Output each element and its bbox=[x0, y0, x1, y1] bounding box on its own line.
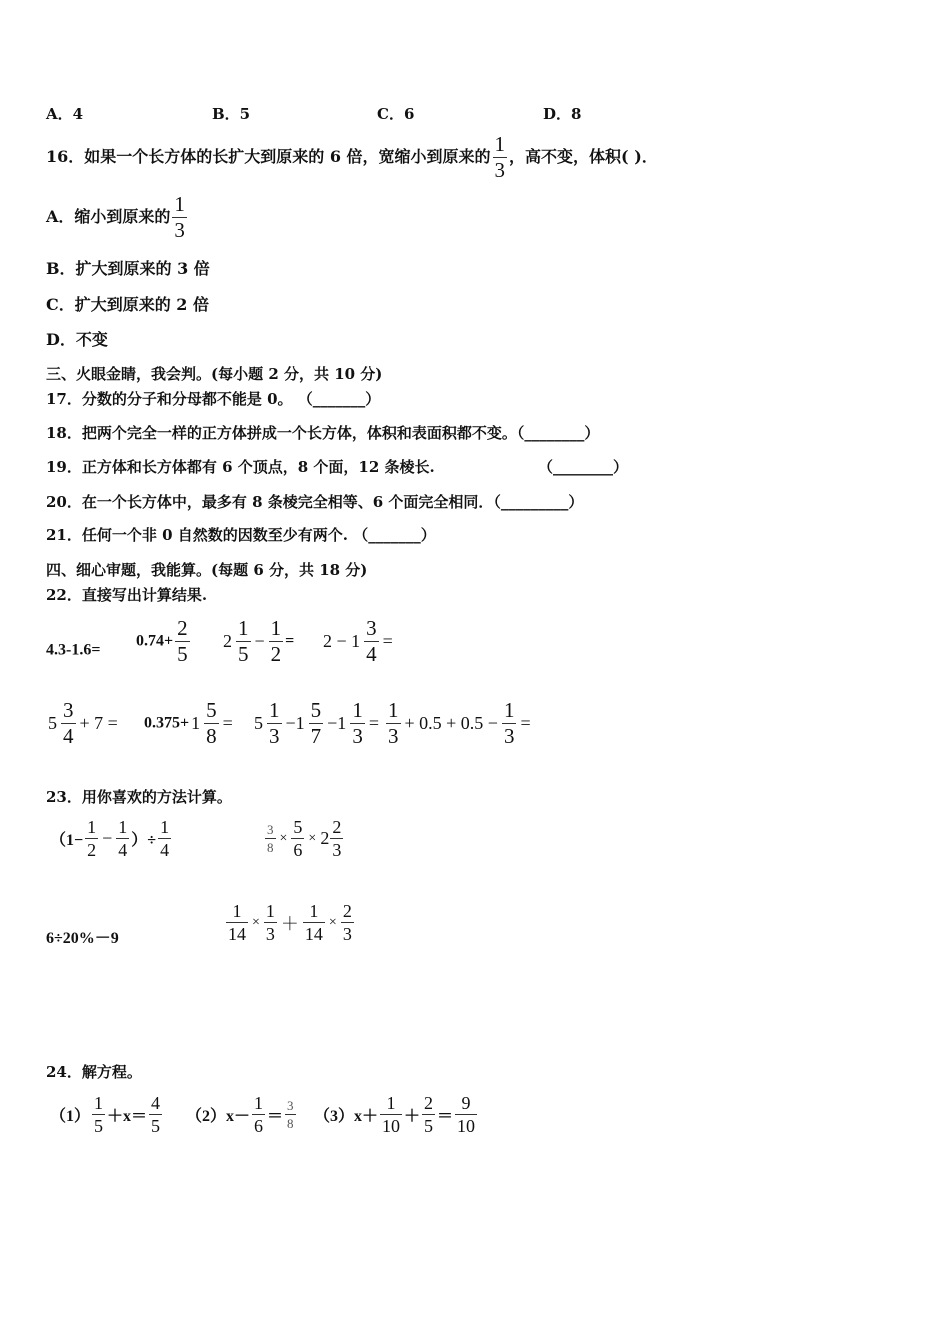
q15-option-d: D．8 bbox=[543, 105, 582, 123]
question-23-title: 23．用你喜欢的方法计算。 bbox=[46, 788, 232, 806]
question-19: 19．正方体和长方体都有 6 个顶点，8 个面，12 条棱长. bbox=[46, 458, 435, 476]
q16-option-c: C．扩大到原来的 2 倍 bbox=[46, 295, 210, 314]
question-19-blank: （________） bbox=[538, 458, 629, 476]
q24-equation-3: （3）x＋ $\frac{1}{10}$ ＋ $\frac{2}{5}$ ＝ $\frac{9}{10}$ bbox=[314, 1093, 476, 1136]
q15-option-a: A．4 bbox=[46, 105, 84, 123]
section-3-heading: 三、火眼金睛，我会判。(每小题 2 分，共 10 分) bbox=[46, 365, 383, 383]
question-20: 20．在一个长方体中，最多有 8 条棱完全相等、6 个面完全相同．（_________） bbox=[46, 493, 584, 511]
question-17: 17．分数的分子和分母都不能是 0。 （_______） bbox=[46, 390, 381, 408]
q23-expr-1: （1− $\frac{1}{2}$ − $\frac{1}{4}$ ）÷ $\frac{1}{4}$ bbox=[50, 817, 170, 860]
q16-option-a: A．缩小到原来的 $\frac{1}{3}$ bbox=[46, 192, 185, 242]
question-22-title: 22．直接写出计算结果. bbox=[46, 586, 208, 604]
q23-expr-3: 6÷20%－9 bbox=[46, 930, 119, 947]
q15-option-b: B．5 bbox=[212, 105, 251, 123]
q22-expr-7: 5 $\frac{1}{3}$ −1 $\frac{5}{7}$ −1 $\frac{1}{3}$ = bbox=[254, 698, 379, 748]
q16-option-d: D．不变 bbox=[46, 330, 108, 349]
q16-text-start: 16．如果一个长方体的长扩大到原来的 6 倍，宽缩小到原来的 bbox=[46, 147, 491, 166]
q24-equation-1: （1） $\frac{1}{5}$ ＋x＝ $\frac{4}{5}$ bbox=[50, 1093, 161, 1136]
q22-expr-6: 0.375+ 1 $\frac{5}{8}$ = bbox=[144, 698, 233, 748]
question-21: 21．任何一个非 0 自然数的因数至少有两个. （_______） bbox=[46, 526, 436, 544]
q16-option-a-fraction: $\frac{1}{3}$ bbox=[174, 192, 185, 242]
q22-expr-5: 5 $\frac{3}{4}$ + 7 = bbox=[48, 698, 118, 748]
q15-option-c: C．6 bbox=[377, 105, 415, 123]
q22-expr-8: $\frac{1}{3}$ + 0.5 + 0.5 − $\frac{1}{3}$ = bbox=[388, 698, 531, 748]
q22-expr-2: 0.74+ $\frac{2}{5}$ bbox=[136, 616, 188, 666]
question-18: 18．把两个完全一样的正方体拼成一个长方体，体积和表面积都不变。（________） bbox=[46, 424, 600, 442]
q16-option-b: B．扩大到原来的 3 倍 bbox=[46, 259, 210, 278]
q22-expr-4: 2 − 1 $\frac{3}{4}$ = bbox=[323, 616, 393, 666]
q22-expr-3: 2 $\frac{1}{5}$ − $\frac{1}{2}$ = bbox=[223, 616, 295, 666]
q16-fraction: $\frac{1}{3}$ bbox=[494, 132, 506, 182]
question-16 bbox=[46, 134, 658, 181]
q16-text-end: ，高不变，体积( )． bbox=[509, 147, 658, 166]
question-24-title: 24．解方程。 bbox=[46, 1063, 142, 1081]
q22-expr-1: 4.3-1.6= bbox=[46, 641, 101, 659]
q24-equation-2: （2）x－ $\frac{1}{6}$ ＝ $\frac{3}{8}$ bbox=[186, 1093, 294, 1136]
section-4-heading: 四、细心审题，我能算。(每题 6 分，共 18 分) bbox=[46, 561, 368, 579]
q23-expr-4: $\frac{1}{14}$ × $\frac{1}{3}$ ＋ $\frac{1}{14}$ × $\frac{2}{3}$ bbox=[228, 901, 352, 944]
q23-expr-2: $\frac{3}{8}$ × $\frac{5}{6}$ × 2 $\frac{2}{3}$ bbox=[267, 817, 342, 860]
